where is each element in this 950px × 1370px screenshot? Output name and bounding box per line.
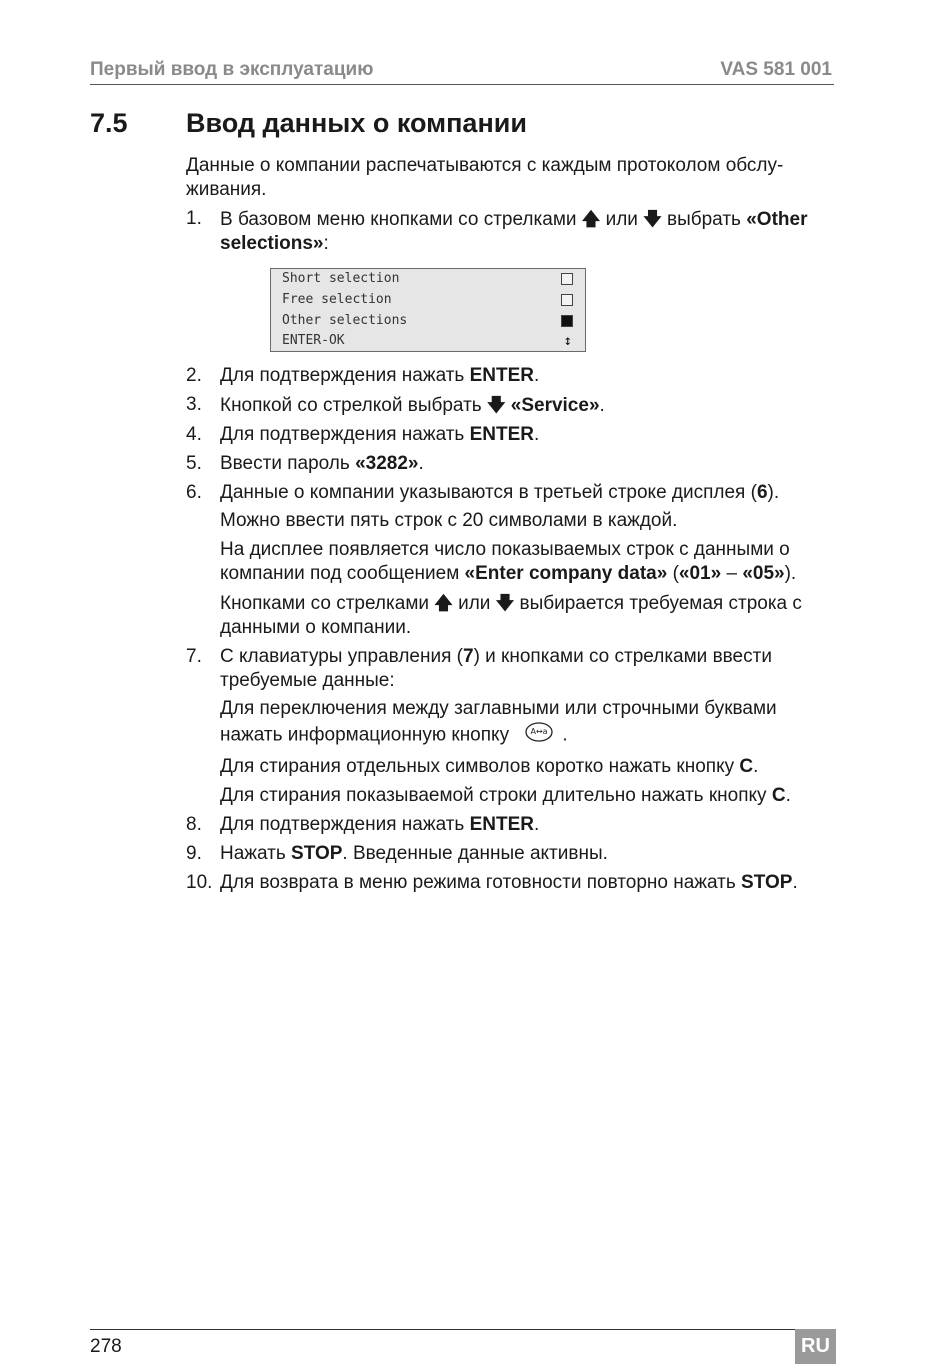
section-body: [186, 154, 838, 900]
section-title: Ввод данных о компании: [186, 108, 527, 138]
display-row-short-selection: Short selection: [282, 269, 574, 289]
arrow-down-icon: 🡇: [643, 209, 662, 229]
arrow-up-icon: 🡅: [581, 209, 601, 229]
checkbox-empty-icon: [561, 273, 573, 285]
checkbox-filled-icon: [561, 315, 573, 327]
svg-text:A↔a: A↔a: [530, 727, 548, 736]
step-7: 7. С клавиатуры управления (7) и кнопками со стрелками ввести требуемые данные: Для переключения между заглавными или строчными буквами нажать информационную кнопку A↔a . Для стирания отдельных символов коротко нажать кнопку C. Для стирания показываемой строки длительно нажать кнопку C.: [186, 646, 791, 806]
running-header-title: Первый ввод в эксплуатацию: [90, 59, 374, 80]
header-divider: [90, 84, 834, 85]
step-3: 3. Кнопкой со стрелкой выбрать 🡇 «Service».: [186, 394, 605, 416]
step-2: 2. Для подтверждения нажать ENTER.: [186, 365, 540, 386]
step-10: 10. Для возврата в меню режима готовности повторно нажать STOP.: [186, 872, 798, 893]
section-number: 7.5: [90, 108, 128, 138]
step-8: 8. Для подтверждения нажать ENTER.: [186, 814, 540, 835]
language-badge: RU: [795, 1329, 836, 1364]
page-number: 278: [90, 1336, 122, 1357]
step-5: 5. Ввести пароль «3282».: [186, 453, 424, 474]
arrow-up-icon: 🡅: [434, 593, 453, 613]
step-9: 9. Нажать STOP. Введенные данные активны.: [186, 843, 608, 864]
device-display: [270, 268, 586, 352]
display-row-enter-ok: ENTER-OK ↕: [282, 333, 572, 349]
step-6: 6. Данные о компании указываются в третьей строке дисплея (6). Можно ввести пять строк с 20 символами в каждой. На дисплее появляется число показываемых строк с данными о компании под сообщением «Enter company data» («01» – «05»). Кнопками со стрелками 🡅 или 🡇 выбирается требуемая строка с данными о компании.: [186, 482, 802, 638]
footer-divider: [90, 1329, 834, 1330]
step-1: 1. В базовом меню кнопками со стрелками 🡅 или 🡇 выбрать «Other selections»:: [186, 208, 808, 254]
step-number: 1.: [186, 208, 202, 229]
checkbox-empty-icon: [561, 294, 573, 306]
arrow-down-icon: 🡇: [495, 593, 515, 613]
intro-paragraph: Данные о компании распечатываются с каждым протоколом обслу-живания.: [186, 155, 784, 200]
info-button-icon: [524, 721, 554, 750]
up-down-arrows-icon: ↕: [563, 333, 572, 349]
display-row-free-selection: Free selection: [282, 290, 574, 310]
arrow-down-icon: 🡇: [486, 395, 506, 415]
running-header-code: VAS 581 001: [720, 59, 832, 80]
display-row-other-selections: Other selections: [282, 311, 574, 331]
step-4: 4. Для подтверждения нажать ENTER.: [186, 424, 540, 445]
